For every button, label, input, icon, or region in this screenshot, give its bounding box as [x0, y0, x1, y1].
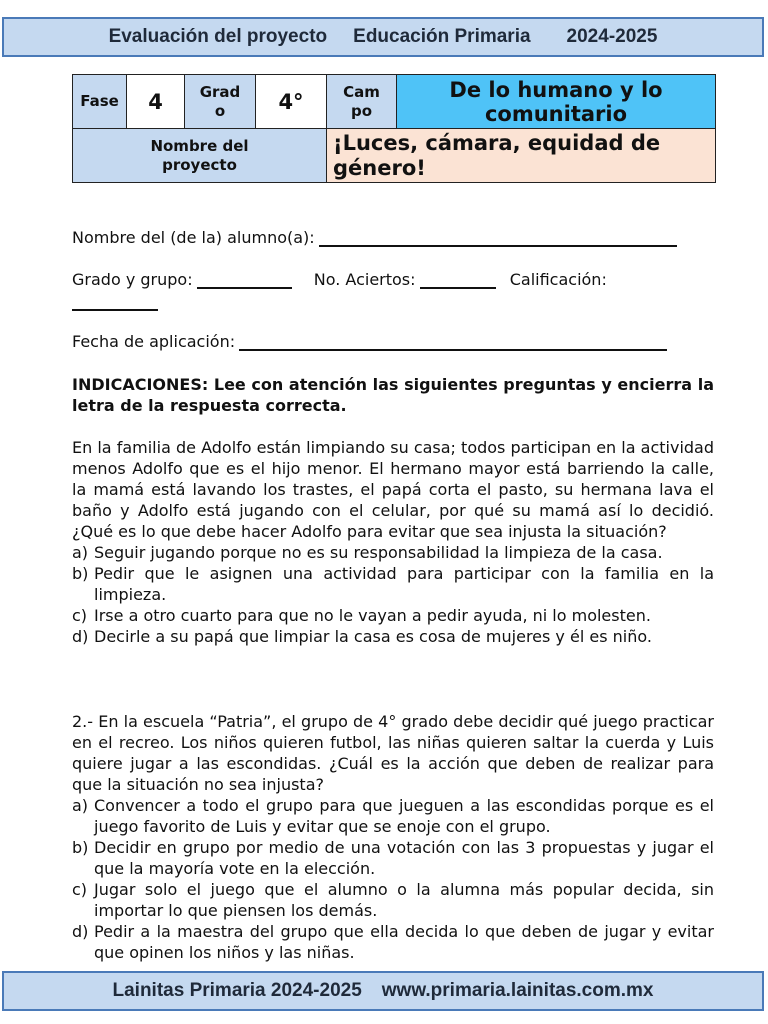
instructions: INDICACIONES: Lee con atención las siguientes preguntas y encierra la letra de la respuesta correcta. — [72, 375, 714, 415]
footer-brand: Lainitas Primaria 2024-2025 — [112, 980, 362, 1001]
grado-grupo-field — [72, 270, 607, 289]
fecha-field — [72, 332, 667, 351]
calificacion-blank[interactable] — [72, 295, 158, 311]
proyecto-label: Nombre del proyecto — [73, 129, 327, 183]
option-2a[interactable]: a) Convencer a todo el grupo para que jueguen a las escondidas porque es el juego favorito de Luis y evitar que se enoje con el grupo. — [72, 796, 714, 836]
footer-url[interactable]: www.primaria.lainitas.com.mx — [381, 980, 654, 1001]
option-2c[interactable]: c) Jugar solo el juego que el alumno o la alumna más popular decida, sin importar lo que piensen los demás. — [72, 880, 714, 920]
fase-label: Fase — [73, 75, 127, 129]
header-level: Educación Primaria — [353, 26, 531, 47]
question-2 — [72, 711, 714, 963]
fase-value: 4 — [127, 75, 185, 129]
question-2-options — [72, 795, 714, 963]
campo-label: Campo — [327, 75, 397, 129]
option-1b[interactable]: b) Pedir que le asignen una actividad para participar con la familia en la limpieza. — [72, 564, 714, 604]
fecha-label: Fecha de aplicación: — [72, 332, 236, 351]
aciertos-blank[interactable] — [420, 273, 496, 289]
header-banner — [2, 17, 764, 57]
footer-banner — [2, 971, 764, 1011]
fecha-blank[interactable] — [239, 335, 667, 351]
project-info-table — [72, 74, 716, 183]
alumno-blank[interactable] — [319, 231, 677, 247]
question-1 — [72, 437, 714, 647]
header-title: Evaluación del proyecto — [108, 26, 328, 47]
option-2d[interactable]: d) Pedir a la maestra del grupo que ella decida lo que deben de jugar y evitar que opinen los niños y las niñas. — [72, 922, 714, 962]
option-1a[interactable]: a) Seguir jugando porque no es su responsabilidad la limpieza de la casa. — [72, 543, 663, 562]
alumno-field — [72, 228, 677, 247]
aciertos-label: No. Aciertos: — [313, 270, 416, 289]
campo-value: De lo humano y lo comunitario — [397, 75, 716, 129]
question-1-text: En la familia de Adolfo están limpiando su casa; todos participan en la actividad menos Adolfo que es el hijo menor. El hermano mayor está barriendo la calle, la mamá está lavando los trastes, el papá corta el pasto, su hermana lava el baño y Adolfo está jugando con el celular, por qué su mamá así lo decidió. ¿Qué es lo que debe hacer Adolfo para evitar que sea injusta la situación? — [72, 438, 714, 541]
proyecto-value: ¡Luces, cámara, equidad de género! — [327, 129, 716, 183]
grado-label: Grado — [185, 75, 256, 129]
grado-value: 4° — [256, 75, 327, 129]
grado-grupo-blank[interactable] — [197, 273, 292, 289]
calificacion-label: Calificación: — [509, 270, 607, 289]
alumno-label: Nombre del (de la) alumno(a): — [72, 228, 315, 247]
option-2b[interactable]: b) Decidir en grupo por medio de una votación con las 3 propuestas y jugar el que la mayoría vote en la elección. — [72, 838, 714, 878]
question-1-options — [72, 542, 714, 647]
header-year: 2024-2025 — [566, 26, 658, 47]
question-2-text: 2.- En la escuela “Patria”, el grupo de 4° grado debe decidir qué juego practicar en el recreo. Los niños quieren futbol, las niñas quieren saltar la cuerda y Luis quiere jugar a las escondidas. ¿Cuál es la acción que deben de realizar para que la situación no sea injusta? — [72, 712, 714, 794]
grado-grupo-label: Grado y grupo: — [72, 270, 193, 289]
calificacion-blank-row — [72, 292, 158, 311]
option-1d[interactable]: d) Decirle a su papá que limpiar la casa es cosa de mujeres y él es niño. — [72, 627, 652, 646]
option-1c[interactable]: c) Irse a otro cuarto para que no le vayan a pedir ayuda, ni lo molesten. — [72, 606, 651, 625]
